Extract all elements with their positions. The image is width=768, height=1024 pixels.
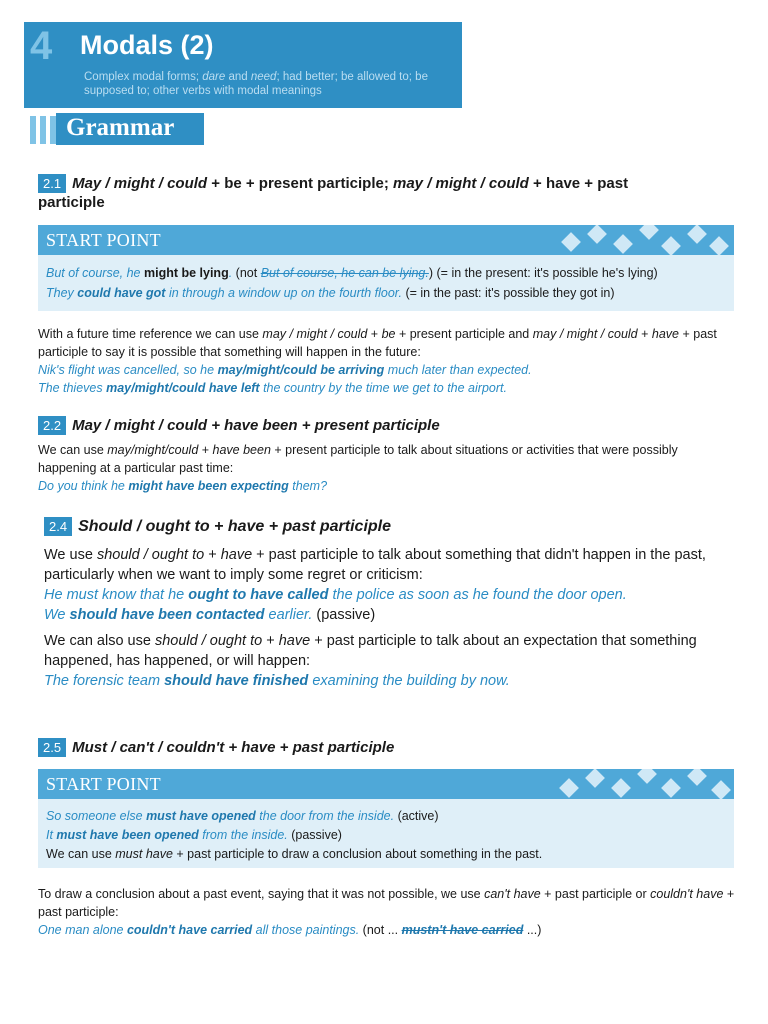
example-line: But of course, he might be lying. (not But of course, he can be lying.) (= in the present: it's possible he's lying) [46,266,658,280]
example-line: It must have been opened from the inside. (passive) [46,828,342,842]
grammar-decoration [28,116,56,144]
example-line: The thieves may/might/could have left the country by the time we get to the airport. [38,381,507,395]
section-2-5-explanation: To draw a conclusion about a past event, saying that it was not possible, we use can't have + past participle or couldn't have + past participle: [38,887,735,919]
start-point-header [38,225,734,255]
example-line: We should have been contacted earlier. (passive) [44,607,376,623]
section-number: 2.1 [38,174,66,193]
start-point-box-2-1 [38,225,734,311]
start-point-label: START POINT [46,230,161,250]
unit-number: 4 [30,24,53,68]
unit-subtitle: Complex modal forms; dare and need; had better; be allowed to; be supposed to; other verbs with modal meanings [84,71,428,97]
example-line: Nik's flight was cancelled, so he may/might/could be arriving much later than expected. [38,363,532,377]
section-2-2-heading: 2.2 May / might / could + have been + present participle [38,416,738,435]
start-point-label: START POINT [46,774,161,794]
example-line: Do you think he might have been expecting them? [38,479,328,493]
section-number: 2.2 [38,416,66,435]
section-number: 2.5 [38,738,66,757]
section-2-4-explanation: We use should / ought to + have + past participle to talk about something that didn't happen in the past, particularly when we want to imply some regret or criticism: [44,547,706,583]
example-line: They could have got in through a window up on the fourth floor. (= in the past: it's possible they got in) [46,286,615,300]
checker-decoration [544,769,734,799]
grammar-title: Grammar [66,114,175,141]
rule-line: We can use must have + past participle to draw a conclusion about something in the past. [46,847,543,861]
section-2-4-heading: 2.4 Should / ought to + have + past participle [44,517,744,536]
section-2-5-heading: 2.5 Must / can't / couldn't + have + past participle [38,738,738,757]
example-line: One man alone couldn't have carried all those paintings. (not ... mustn't have carried ...) [38,923,542,937]
example-line: The forensic team should have finished examining the building by now. [44,673,510,689]
start-point-box-2-5 [38,769,734,868]
example-line: So someone else must have opened the door from the inside. (active) [46,809,439,823]
start-point-header [38,769,734,799]
checker-decoration [544,225,734,255]
section-number: 2.4 [44,517,72,536]
section-2-2-explanation: We can use may/might/could + have been + present participle to talk about situations or activities that were possibly happening at a particular past time: [38,443,678,475]
unit-title: Modals (2) [80,30,214,60]
unit-header [24,22,462,108]
example-line: He must know that he ought to have called the police as soon as he found the door open. [44,587,627,603]
section-2-4-explanation-2: We can also use should / ought to + have + past participle to talk about an expectation that something happened, has happened, or will happen: [44,633,697,669]
section-2-1-heading: 2.1 May / might / could + be + present participle; may / might / could + have + past participle [38,175,629,211]
section-2-1-explanation: With a future time reference we can use may / might / could + be + present participle and may / might / could + have + past participle to say it is possible that something will happen in the future: [38,327,717,359]
grammar-banner [56,113,204,145]
